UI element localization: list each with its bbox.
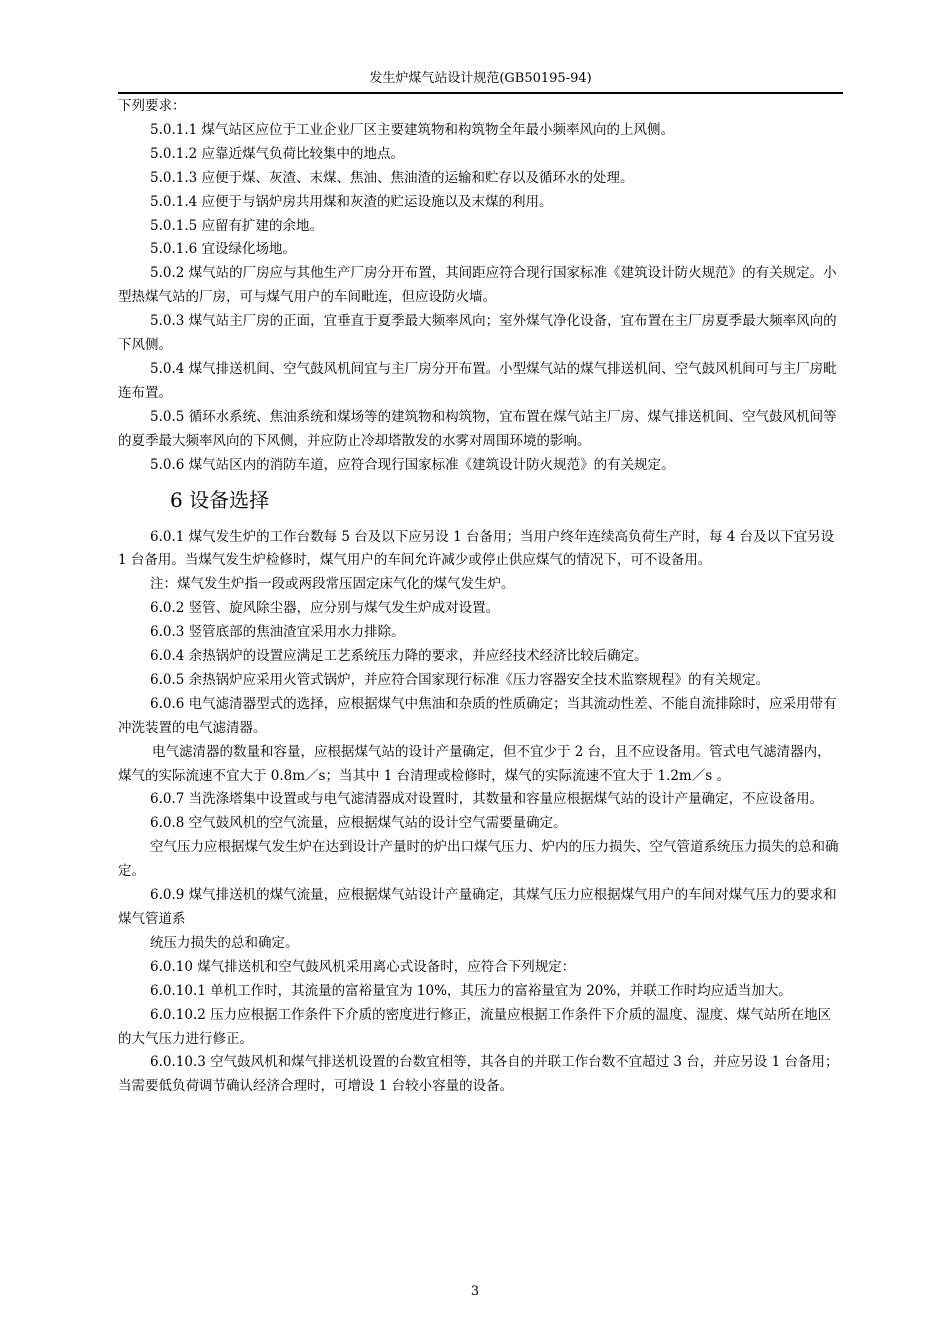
paragraph: 6.0.1 煤气发生炉的工作台数每 5 台及以下应另设 1 台备用；当用户终年连续高负荷生产时，每 4 台及以下宜另设 1 台备用。当煤气发生炉检修时，煤气用户的车间允许减少或停止供应煤气的情况下，可不设备用。 — [118, 528, 835, 569]
document-body — [118, 95, 843, 1099]
paragraph: 6.0.10.1 单机工作时，其流量的富裕量宜为 10%，其压力的富裕量宜为 20%，并联工作时均应适当加大。 — [150, 982, 792, 999]
paragraph: 5.0.1.2 应靠近煤气负荷比较集中的地点。 — [150, 145, 405, 162]
paragraph: 6.0.3 竖管底部的焦油渣宜采用水力排除。 — [150, 624, 405, 641]
paragraph: 5.0.1.1 煤气站区应位于工业企业厂区主要建筑物和构筑物全年最小频率风向的上风侧。 — [150, 121, 675, 138]
paragraph: 5.0.1.5 应留有扩建的余地。 — [150, 217, 324, 234]
paragraph: 下列要求： — [118, 98, 186, 114]
paragraph: 5.0.1.6 宜设绿化场地。 — [150, 241, 297, 258]
paragraph: 电气滤清器的数量和容量，应根据煤气站的设计产量确定，但不宜少于 2 台，且不应设备用。管式电气滤清器内，煤气的实际流速不宜大于 0.8m／s；当其中 1 台清理或检修时，煤气的实际流速不宜大于 1.2m／s 。 — [118, 743, 831, 784]
paragraph: 6.0.2 竖管、旋风除尘器，应分别与煤气发生炉成对设置。 — [150, 600, 500, 617]
paragraph: 6.0.8 空气鼓风机的空气流量，应根据煤气站的设计空气需要量确定。 — [150, 815, 567, 832]
header-title: 发生炉煤气站设计规范(GB50195-94) — [369, 71, 592, 86]
paragraph: 6.0.10.3 空气鼓风机和煤气排送机设置的台数宜相等，其各自的并联工作台数不宜超过 3 台，并应另设 1 台备用；当需要低负荷调节确认经济合理时，可增设 1 台较小容量的设备。 — [118, 1054, 839, 1095]
paragraph: 6.0.9 煤气排送机的煤气流量，应根据煤气站设计产量确定，其煤气压力应根据煤气用户的车间对煤气压力的要求和煤气管道系 — [118, 887, 837, 927]
paragraph: 5.0.1.3 应便于煤、灰渣、末煤、焦油、焦油渣的运输和贮存以及循环水的处理。 — [150, 169, 634, 186]
paragraph: 5.0.1.4 应便于与锅炉房共用煤和灰渣的贮运设施以及末煤的利用。 — [150, 193, 553, 210]
page-number: 3 — [470, 1284, 480, 1299]
paragraph: 5.0.3 煤气站主厂房的正面，宜垂直于夏季最大频率风向；室外煤气净化设备，宜布置在主厂房夏季最大频率风向的下风侧。 — [118, 313, 837, 354]
paragraph: 6.0.10 煤气排送机和空气鼓风机采用离心式设备时，应符合下列规定： — [150, 958, 576, 975]
paragraph: 5.0.4 煤气排送机间、空气鼓风机间宜与主厂房分开布置。小型煤气站的煤气排送机间、空气鼓风机间可与主厂房毗连布置。 — [118, 360, 837, 401]
paragraph: 6.0.7 当洗涤塔集中设置或与电气滤清器成对设置时，其数量和容量应根据煤气站的设计产量确定，不应设备用。 — [150, 791, 824, 808]
paragraph: 6.0.10.2 压力应根据工作条件下介质的密度进行修正，流量应根据工作条件下介质的温度、湿度、煤气站所在地区的大气压力进行修正。 — [118, 1006, 832, 1047]
paragraph: 统压力损失的总和确定。 — [150, 934, 299, 951]
paragraph: 5.0.5 循环水系统、焦油系统和煤场等的建筑物和构筑物，宜布置在煤气站主厂房、煤气排送机间、空气鼓风机间等的夏季最大频率风向的下风侧，并应防止冷却塔散发的水雾对周围环境的影响。 — [118, 408, 837, 449]
paragraph: 5.0.6 煤气站区内的消防车道，应符合现行国家标准《建筑设计防火规范》的有关规定。 — [150, 456, 675, 473]
page-header — [118, 70, 843, 94]
paragraph: 空气压力应根据煤气发生炉在达到设计产量时的炉出口煤气压力、炉内的压力损失、空气管道系统压力损失的总和确定。 — [118, 839, 839, 880]
paragraph: 5.0.2 煤气站的厂房应与其他生产厂房分开布置，其间距应符合现行国家标准《建筑设计防火规范》的有关规定。小型热煤气站的厂房，可与煤气用户的车间毗连，但应设防火墙。 — [118, 265, 837, 306]
paragraph: 6.0.6 电气滤清器型式的选择，应根据煤气中焦油和杂质的性质确定；当其流动性差、不能自流排除时，应采用带有冲洗装置的电气滤清器。 — [118, 695, 837, 736]
paragraph: 6.0.5 余热锅炉应采用火管式锅炉，并应符合国家现行标准《压力容器安全技术监察规程》的有关规定。 — [150, 671, 770, 688]
section-heading: 6 设备选择 — [170, 487, 270, 512]
paragraph: 注：煤气发生炉指一段或两段常压固定床气化的煤气发生炉。 — [150, 576, 515, 593]
paragraph: 6.0.4 余热锅炉的设置应满足工艺系统压力降的要求，并应经技术经济比较后确定。 — [150, 648, 648, 665]
